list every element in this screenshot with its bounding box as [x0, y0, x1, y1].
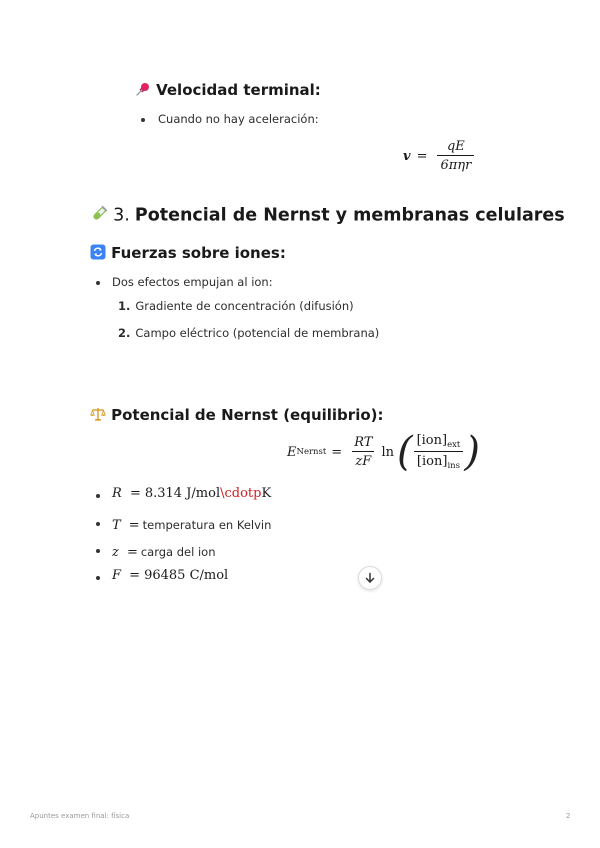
nernst-heading — [90, 405, 384, 426]
list-item-number: 1. — [118, 299, 131, 313]
def-row-T — [112, 514, 271, 533]
nernst-lhs-sub: Nernst — [296, 447, 327, 457]
def-symbol: z — [112, 545, 119, 560]
nernst-denominator: zF — [352, 451, 374, 469]
right-paren: ) — [464, 429, 480, 475]
def-eq: = — [128, 518, 140, 533]
def-eq: = — [129, 486, 141, 501]
nernst-formula — [287, 429, 480, 475]
fuerzas-heading — [90, 243, 286, 264]
left-paren: ( — [396, 429, 413, 475]
pushpin-icon — [135, 81, 151, 101]
def-value: 96485 C/mol — [144, 568, 229, 583]
velocidad-formula — [403, 139, 478, 173]
nernst-ln: ln — [381, 444, 394, 460]
bullet-dot — [96, 576, 100, 580]
list-item — [118, 326, 379, 340]
def-symbol: F — [112, 568, 122, 583]
def-value: 8.314 J/mol — [144, 486, 221, 501]
velocidad-heading — [135, 80, 321, 101]
def-desc: carga del ion — [140, 545, 216, 559]
ion-ins-sub: ins — [447, 461, 460, 471]
list-item — [118, 299, 354, 313]
latex-error-text: \cdotp — [220, 486, 262, 501]
fuerzas-bullet-text: Dos efectos empujan al ion: — [112, 275, 273, 289]
section-3-heading — [90, 205, 565, 227]
section-3-title: Potencial de Nernst y membranas celulares — [134, 205, 565, 226]
bullet-dot — [96, 549, 100, 553]
ion-ext: [ion] — [416, 433, 448, 448]
bullet-dot — [96, 522, 100, 526]
balance-scale-icon — [90, 406, 106, 426]
list-item-number: 2. — [118, 326, 131, 340]
list-item-text: Campo eléctrico (potencial de membrana) — [135, 326, 380, 340]
bullet-dot — [96, 494, 100, 498]
formula-denominator: 6πηr — [437, 155, 474, 173]
velocidad-title: Velocidad terminal: — [156, 81, 321, 99]
bullet-dot — [96, 281, 100, 285]
test-tube-icon — [90, 205, 108, 227]
def-symbol: T — [112, 518, 121, 533]
formula-lhs: v — [403, 148, 411, 164]
page-number: 2 — [566, 812, 571, 820]
refresh-icon — [90, 244, 106, 264]
footer-title: Apuntes examen final: física — [30, 812, 130, 820]
scroll-down-button[interactable] — [358, 566, 382, 590]
nernst-numerator: RT — [354, 435, 373, 450]
def-row-R — [112, 486, 271, 501]
def-row-z — [112, 541, 216, 560]
nernst-lhs: E — [287, 444, 297, 460]
fuerzas-title: Fuerzas sobre iones: — [111, 244, 286, 262]
nernst-title: Potencial de Nernst (equilibrio): — [111, 406, 384, 424]
nernst-eq: = — [331, 444, 343, 460]
def-symbol: R — [112, 486, 122, 501]
def-eq: = — [126, 545, 138, 560]
section-3-number: 3. — [113, 205, 130, 226]
velocidad-bullet-text: Cuando no hay aceleración: — [158, 112, 319, 126]
def-unit-tail: K — [261, 486, 272, 501]
arrow-down-icon — [364, 572, 376, 584]
ion-ext-sub: ext — [447, 440, 461, 450]
bullet-dot — [141, 118, 145, 122]
list-item-text: Gradiente de concentración (difusión) — [135, 299, 354, 313]
formula-eq: = — [416, 148, 428, 164]
def-eq: = — [129, 568, 141, 583]
def-desc: temperatura en Kelvin — [142, 518, 272, 532]
ion-ins: [ion] — [416, 454, 448, 469]
def-row-F — [112, 568, 228, 583]
formula-numerator: qE — [446, 139, 465, 154]
